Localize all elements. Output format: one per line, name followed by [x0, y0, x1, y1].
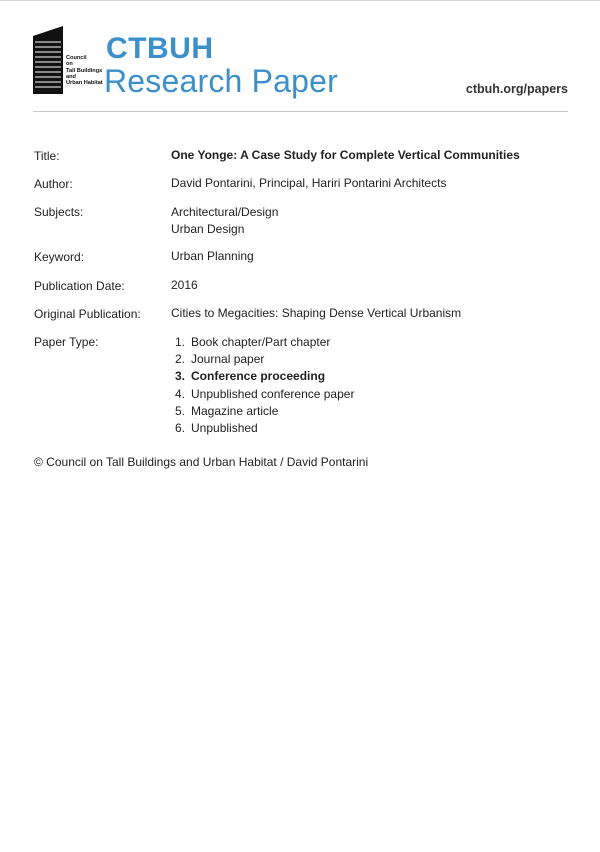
- logo-org-line: Urban Habitat: [66, 80, 103, 87]
- keyword-label: Keyword:: [34, 250, 85, 264]
- paper-type-number: 2.: [174, 352, 185, 367]
- paper-type-item: [171, 403, 354, 420]
- paper-type-label-text: Book chapter/Part chapter: [191, 335, 331, 349]
- brand-title: CTBUH: [106, 32, 214, 65]
- subjects-row: [34, 204, 278, 238]
- paper-type-label-text: Magazine article: [191, 403, 279, 418]
- header-divider: [33, 111, 568, 112]
- ctbuh-building-logo-icon: [33, 26, 63, 94]
- paper-type-number: 3.: [174, 369, 185, 384]
- paper-type-item: [171, 420, 354, 437]
- logo-org-line: on: [66, 61, 73, 68]
- logo-org-line: and: [66, 73, 76, 80]
- paper-type-label-text: Journal paper: [191, 352, 265, 367]
- paper-type-item: [171, 351, 354, 368]
- series-title: Research Paper: [104, 63, 339, 99]
- keyword-row: [34, 249, 254, 266]
- paper-type-item: [171, 368, 354, 385]
- paper-type-label: Paper Type:: [34, 335, 99, 349]
- paper-type-item: [171, 334, 354, 351]
- paper-type-label-text: Unpublished conference paper: [191, 386, 355, 401]
- paper-type-number: 5.: [174, 403, 185, 418]
- subject-item: Architectural/Design: [171, 205, 279, 219]
- logo-org-line: Council: [66, 55, 87, 61]
- paper-type-list: [171, 334, 354, 437]
- papers-site-link[interactable]: ctbuh.org/papers: [465, 82, 568, 96]
- author-value: David Pontarini, Principal, Hariri Pontarini Architects: [171, 176, 447, 190]
- publication-date-label: Publication Date:: [34, 279, 125, 293]
- logo-org-line: Tall Buildings: [66, 67, 103, 74]
- title-value: One Yonge: A Case Study for Complete Vertical Communities: [171, 148, 520, 162]
- original-publication-row: [34, 306, 461, 323]
- paper-type-item: [171, 386, 354, 403]
- title-row: [34, 148, 520, 165]
- top-border: [0, 0, 600, 1]
- paper-type-number: 4.: [174, 386, 185, 401]
- paper-type-number: 6.: [174, 421, 185, 436]
- paper-type-number: 1.: [174, 335, 185, 349]
- original-publication-value: Cities to Megacities: Shaping Dense Vertical Urbanism: [171, 306, 462, 320]
- original-publication-label: Original Publication:: [34, 307, 141, 321]
- publication-date-value: 2016: [171, 278, 198, 292]
- subject-item: Urban Design: [171, 222, 245, 236]
- paper-type-label-text: Conference proceeding: [191, 369, 326, 384]
- title-label: Title:: [34, 149, 60, 163]
- paper-type-label-text: Unpublished: [191, 421, 258, 436]
- subjects-value: [171, 204, 278, 238]
- subjects-label: Subjects:: [34, 205, 84, 219]
- author-row: [34, 176, 446, 193]
- copyright-notice: © Council on Tall Buildings and Urban Habitat / David Pontarini: [34, 455, 369, 469]
- keyword-value: Urban Planning: [171, 249, 254, 263]
- publication-date-row: [34, 278, 198, 295]
- author-label: Author:: [34, 177, 73, 191]
- paper-type-row: [34, 334, 354, 437]
